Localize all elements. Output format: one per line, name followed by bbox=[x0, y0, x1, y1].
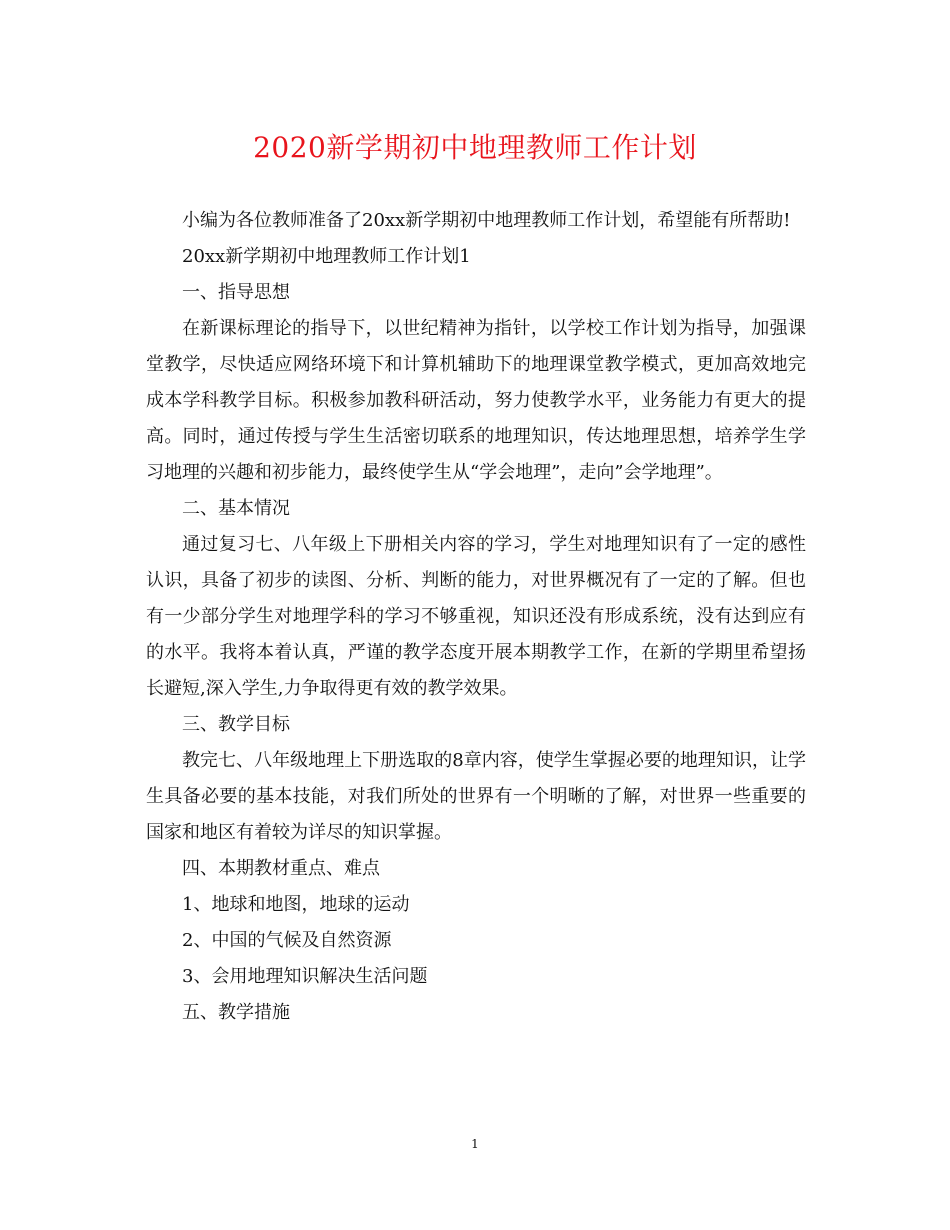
section-heading-basic-situation: 二、基本情况 bbox=[182, 498, 290, 519]
section-heading-guiding-thought: 一、指导思想 bbox=[182, 282, 290, 303]
page-number: 1 bbox=[471, 1137, 479, 1151]
basic-situation-paragraph: 通过复习七、八年级上下册相关内容的学习，学生对地理知识有了一定的感性认识，具备了初步的读图、分析、判断的能力，对世界概况有了一定的了解。但也有一少部分学生对地理学科的学习不够重视，知识还没有形成系统，没有达到应有的水平。我将本着认真，严谨的教学态度开展本期教学工作，在新的学期里希望扬长避短,深入学生,力争取得更有效的教学效果。 bbox=[146, 534, 806, 699]
intro-paragraph: 小编为各位教师准备了20xx新学期初中地理教师工作计划，希望能有所帮助! bbox=[182, 210, 791, 231]
section-heading-key-points: 四、本期教材重点、难点 bbox=[182, 858, 380, 879]
guiding-thought-paragraph: 在新课标理论的指导下，以世纪精神为指针，以学校工作计划为指导，加强课堂教学，尽快适应网络环境下和计算机辅助下的地理课堂教学模式，更加高效地完成本学科教学目标。积极参加教科研活动，努力使教学水平，业务能力有更大的提高。同时，通过传授与学生生活密切联系的地理知识，传达地理思想，培养学生学习地理的兴趣和初步能力，最终使学生从“学会地理”，走向”会学地理”。 bbox=[146, 318, 806, 483]
teaching-goals-paragraph: 教完七、八年级地理上下册选取的8章内容，使学生掌握必要的地理知识，让学生具备必要的基本技能，对我们所处的世界有一个明晰的了解，对世界一些重要的国家和地区有着较为详尽的知识掌握。 bbox=[146, 750, 806, 843]
plan-subtitle: 20xx新学期初中地理教师工作计划1 bbox=[182, 246, 471, 267]
section-heading-teaching-goals: 三、教学目标 bbox=[182, 714, 290, 735]
document-title: 2020新学期初中地理教师工作计划 bbox=[253, 131, 697, 164]
document-body bbox=[146, 203, 806, 1031]
key-point-item: 1、地球和地图，地球的运动 bbox=[182, 894, 410, 915]
key-point-item: 2、中国的气候及自然资源 bbox=[182, 930, 392, 951]
section-heading-teaching-measures: 五、教学措施 bbox=[182, 1002, 290, 1023]
key-point-item: 3、会用地理知识解决生活问题 bbox=[182, 966, 428, 987]
